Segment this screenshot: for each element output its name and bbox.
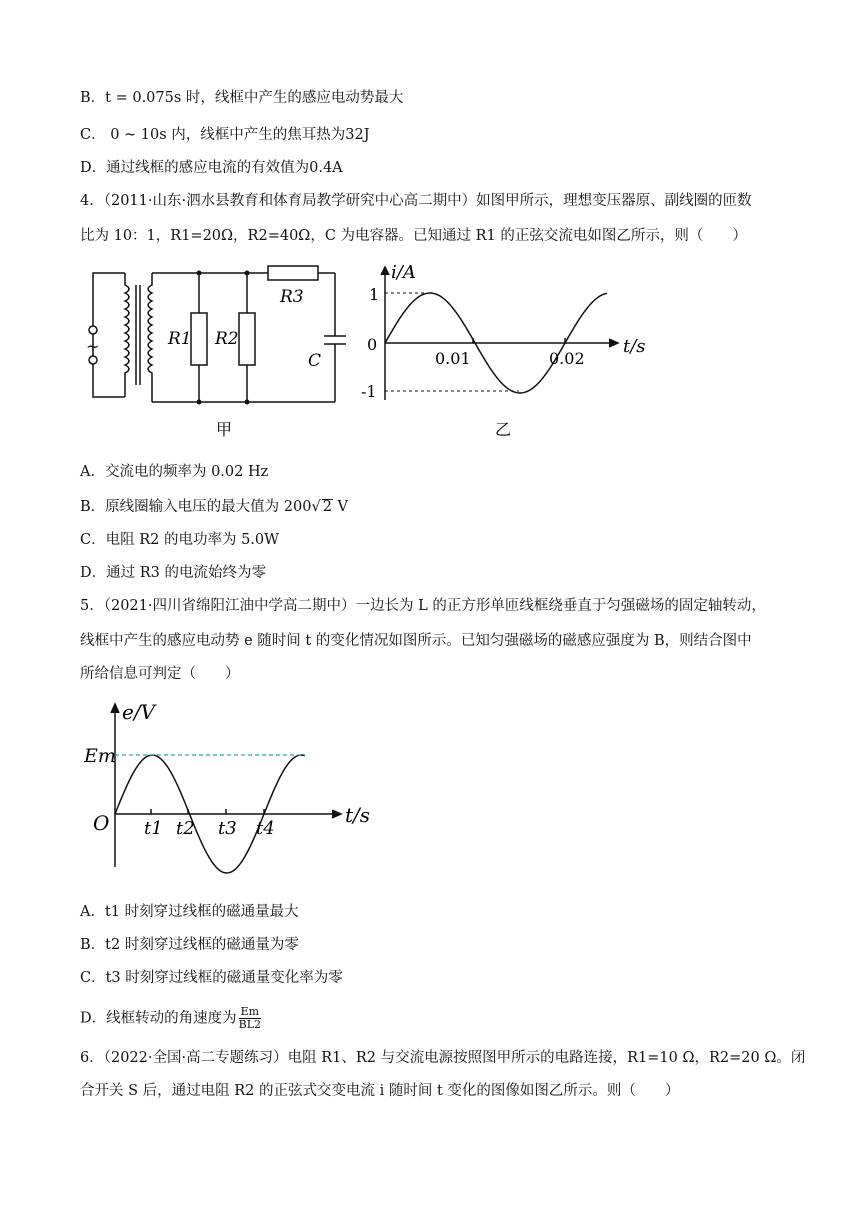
- q5-x-tick-t4: t4: [256, 818, 275, 839]
- caption-jia: 甲: [216, 420, 233, 439]
- label-r1: R1: [168, 329, 192, 349]
- prev-option-c: C． 0 ~ 10s 内，线框中产生的焦耳热为32J: [80, 127, 370, 143]
- q4-circuit-figure: [80, 260, 370, 440]
- q4-stem-line2: 比为 10：1，R1=20Ω，R2=40Ω，C 为电容器。已知通过 R1 的正弦交流电如图乙所示，则（ ）: [80, 228, 747, 244]
- q4-option-b-radical: √: [311, 499, 321, 515]
- q4-current-graph: [355, 260, 655, 440]
- q4-option-a: A．交流电的频率为 0.02 Hz: [80, 464, 269, 480]
- prev-option-d: D．通过线框的感应电流的有效值为0.4A: [80, 160, 343, 176]
- q5-peak-label: Em: [84, 745, 116, 767]
- q5-option-d-numerator: Em: [240, 1005, 260, 1018]
- q5-x-axis-label: t/s: [345, 803, 371, 827]
- q5-stem-line2: 线框中产生的感应电动势 e 随时间 t 的变化情况如图所示。已知匀强磁场的磁感应强度为 B，则结合图中: [80, 633, 752, 649]
- q4-option-c: C．电阻 R2 的电功率为 5.0W: [80, 532, 280, 548]
- q5-emf-graph: [80, 697, 380, 877]
- q4-option-b-prefix: B．原线圈输入电压的最大值为 200: [80, 499, 312, 515]
- q4-option-b: [80, 497, 348, 517]
- q5-x-tick-t3: t3: [218, 818, 237, 839]
- q5-x-tick-t1: t1: [144, 818, 163, 839]
- y-tick-neg1: -1: [361, 382, 377, 401]
- q5-option-d-denominator: BL2: [238, 1018, 262, 1031]
- q5-option-b: B．t2 时刻穿过线框的磁通量为零: [80, 937, 299, 953]
- q5-y-axis-label: e/V: [122, 700, 156, 724]
- q5-x-tick-t2: t2: [176, 818, 195, 839]
- source-symbol: ~: [86, 337, 100, 356]
- x-tick-002: 0.02: [549, 349, 585, 368]
- q5-stem-line3: 所给信息可判定（ ）: [80, 666, 240, 682]
- q5-option-c: C．t3 时刻穿过线框的磁通量变化率为零: [80, 970, 343, 986]
- q5-option-d-prefix: D．线框转动的角速度为: [80, 1010, 237, 1027]
- q5-option-d-fraction: [239, 1006, 261, 1031]
- y-tick-1: 1: [369, 285, 380, 304]
- prev-option-b: B．t = 0.075s 时，线框中产生的感应电动势最大: [80, 90, 404, 106]
- q4-option-d: D．通过 R3 的电流始终为零: [80, 565, 266, 581]
- label-r3: R3: [280, 287, 304, 307]
- q5-origin-label: O: [93, 811, 110, 835]
- y-axis-label: i/A: [391, 262, 416, 283]
- q4-option-b-suffix: V: [332, 499, 349, 515]
- x-axis-label: t/s: [623, 336, 646, 357]
- q6-stem-line1: 6．（2022·全国·高二专题练习）电阻 R1、R2 与交流电源按照图甲所示的电路连接，R1=10 Ω，R2=20 Ω。闭: [80, 1050, 806, 1066]
- q6-stem-line2: 合开关 S 后，通过电阻 R2 的正弦式交变电流 i 随时间 t 变化的图像如图乙所示。则（ ）: [80, 1083, 680, 1099]
- q5-stem-line1: 5．（2021·四川省绵阳江油中学高二期中）一边长为 L 的正方形单匝线框绕垂直于匀强磁场的固定轴转动，: [80, 598, 766, 614]
- q4-option-b-sqrt: 2: [322, 499, 332, 515]
- label-r2: R2: [215, 329, 239, 349]
- caption-yi: 乙: [495, 420, 512, 439]
- q5-option-d: [80, 1006, 261, 1031]
- y-tick-0: 0: [367, 335, 378, 354]
- x-tick-001: 0.01: [435, 349, 471, 368]
- q5-option-a: A．t1 时刻穿过线框的磁通量最大: [80, 904, 299, 920]
- q4-stem-line1: 4．（2011·山东·泗水县教育和体育局教学研究中心高二期中）如图甲所示，理想变压器原、副线圈的匝数: [80, 193, 752, 209]
- label-c: C: [308, 351, 322, 371]
